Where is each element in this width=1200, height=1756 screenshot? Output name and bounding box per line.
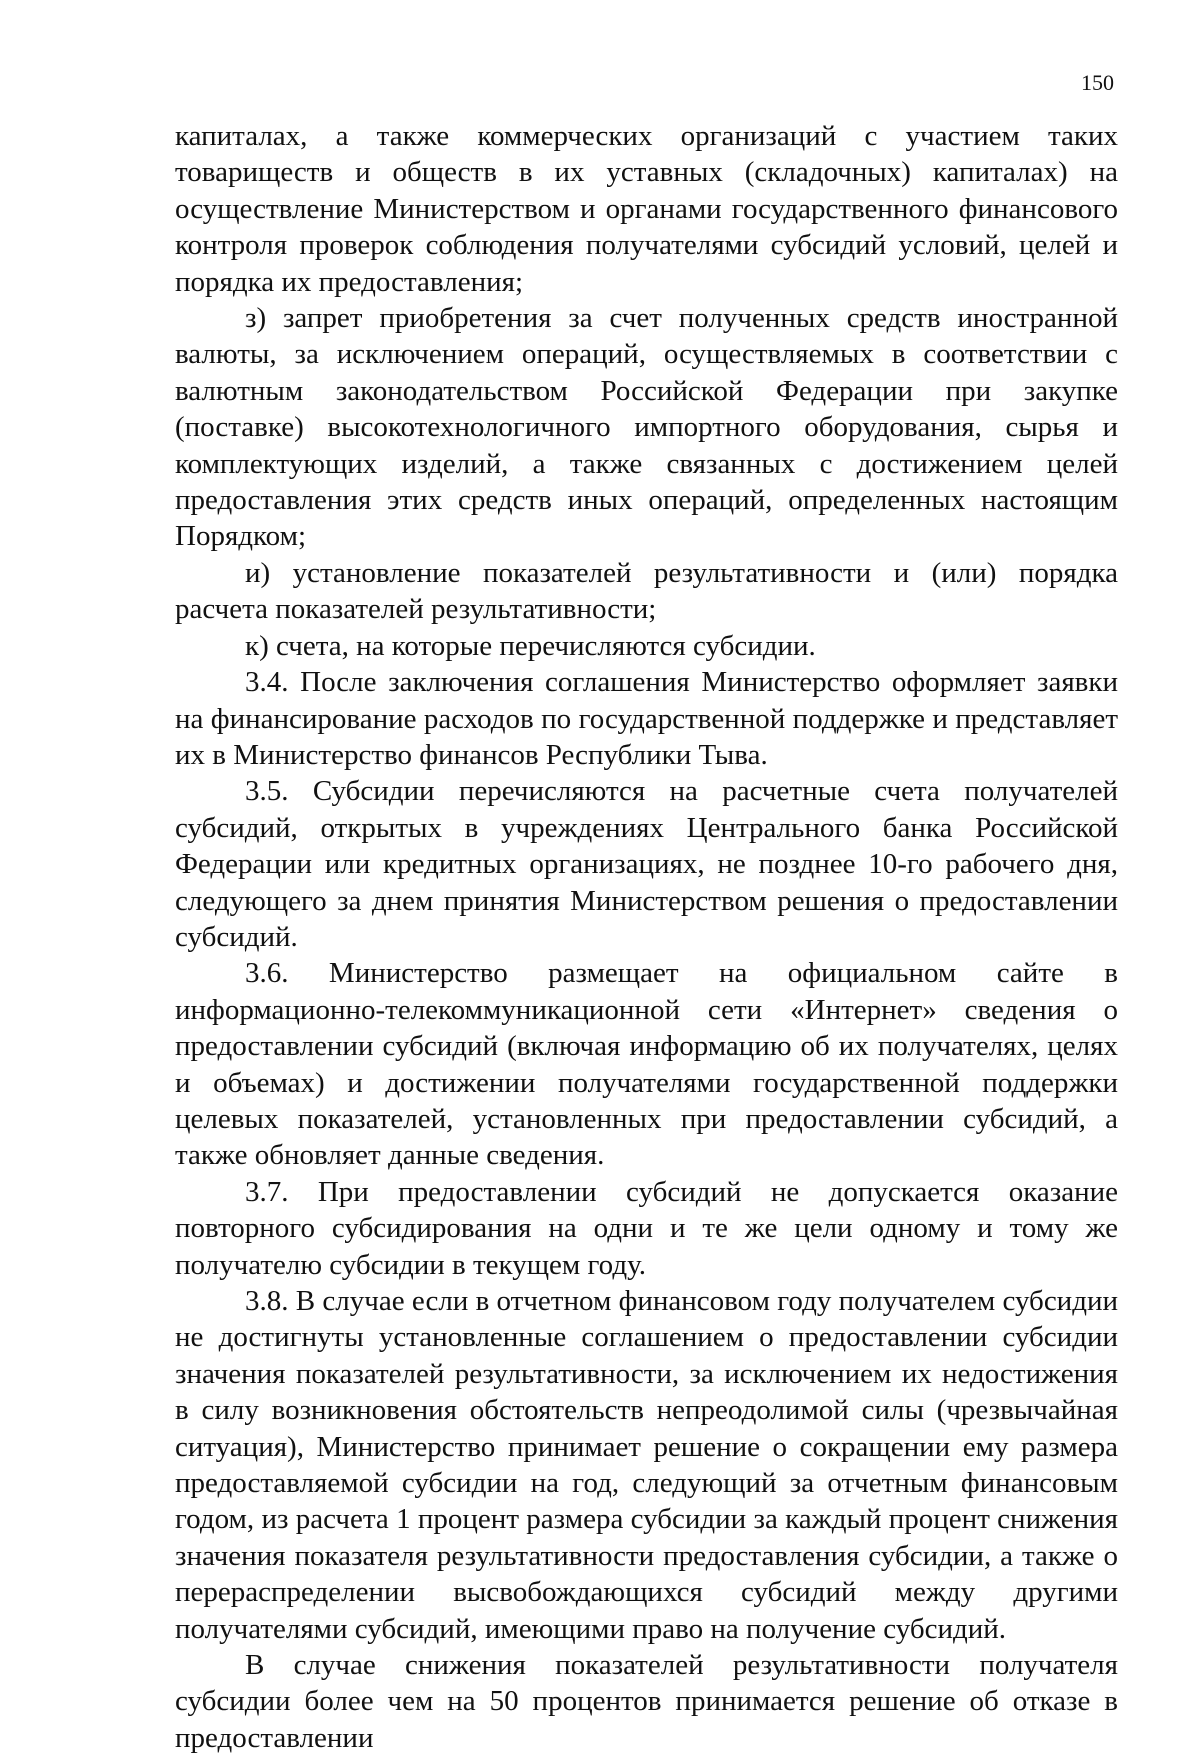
paragraph-item-k: к) счета, на которые перечисляются субсидии. [245,629,816,662]
paragraph-item-z: з) запрет приобретения за счет полученных средств иностранной валюты, за исключением операций, осуществляемых в соответствии с валютным законодательством Российской Федерации при закупке (поставке) высокотехнологичного импортного оборудования, сырья и комплектующих изделий, а также связанных с достижением целей предоставления этих средств иных операций, определенных настоящим Порядком; [175,302,1118,553]
paragraph-item-i: и) установление показателей результативности и (или) порядка расчета показателей результативности; [175,556,1118,626]
paragraph-3-5: 3.5. Субсидии перечисляются на расчетные счета получателей субсидий, открытых в учреждениях Центрального банка Российской Федерации или кредитных организациях, не позднее 10-го рабочего дня, следующего за днем принятия Министерством решения о предоставлении субсидий. [175,775,1118,953]
document-body [175,118,1118,1756]
paragraph-3-6: 3.6. Министерство размещает на официальном сайте в информационно-телекоммуникационной сети «Интернет» сведения о предоставлении субсидий (включая информацию об их получателях, целях и объемах) и достижении получателями государственной поддержки целевых показателей, установленных при предоставлении субсидий, а также обновляет данные сведения. [175,957,1118,1172]
paragraph-3-7: 3.7. При предоставлении субсидий не допускается оказание повторного субсидирования на одни и те же цели одному и тому же получателю субсидии в текущем году. [175,1175,1118,1281]
paragraph-continuation: капиталах, а также коммерческих организаций с участием таких товариществ и обществ в их уставных (складочных) капиталах) на осуществление Министерством и органами государственного финансового контроля проверок соблюдения получателями субсидий условий, целей и порядка их предоставления; [175,120,1118,298]
paragraph-refusal-case: В случае снижения показателей результативности получателя субсидии более чем на 50 процентов принимается решение об отказе в предоставлении [175,1649,1118,1754]
page-number: 150 [1081,70,1114,95]
paragraph-3-8: 3.8. В случае если в отчетном финансовом году получателем субсидии не достигнуты установленные соглашением о предоставлении субсидии значения показателей результативности, за исключением их недостижения в силу возникновения обстоятельств непреодолимой силы (чрезвычайная ситуация), Министерство принимает решение о сокращении ему размера предоставляемой субсидии на год, следующий за отчетным финансовым годом, из расчета 1 процент размера субсидии за каждый процент снижения значения показателя результативности предоставления субсидии, а также о перераспределении высвобождающихся субсидий между другими получателями субсидий, имеющими право на получение субсидий. [175,1285,1118,1645]
paragraph-3-4: 3.4. После заключения соглашения Министерство оформляет заявки на финансирование расходов по государственной поддержке и представляет их в Министерство финансов Республики Тыва. [175,666,1118,771]
